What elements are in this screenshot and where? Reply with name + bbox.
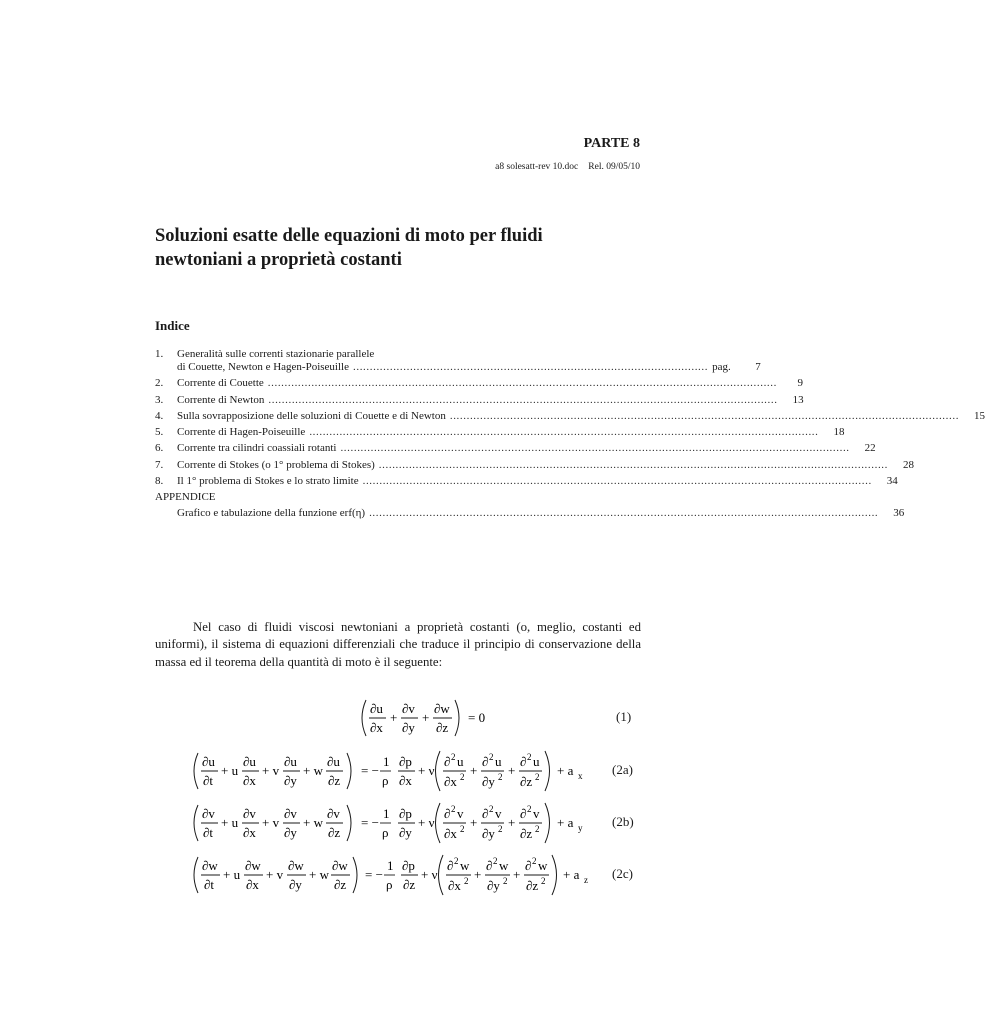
svg-text:+: + bbox=[474, 867, 482, 882]
toc-number: 6. bbox=[155, 442, 164, 455]
toc-entry-1-line1 bbox=[155, 348, 640, 361]
svg-text:2: 2 bbox=[489, 804, 494, 814]
toc-label: Corrente di Newton bbox=[177, 393, 265, 406]
svg-text:∂z: ∂z bbox=[526, 878, 539, 893]
svg-text:∂x: ∂x bbox=[243, 825, 256, 840]
document-title bbox=[155, 224, 655, 272]
svg-text:+: + bbox=[470, 815, 478, 830]
toc-leader: ........................................................................................................................................................ bbox=[340, 442, 850, 455]
toc-entry-3[interactable] bbox=[155, 393, 804, 410]
svg-text:u: u bbox=[457, 754, 464, 769]
svg-text:2: 2 bbox=[454, 856, 459, 866]
toc-page: 15 bbox=[974, 409, 985, 422]
svg-text:+ u: + u bbox=[221, 815, 239, 830]
svg-text:w: w bbox=[538, 858, 548, 873]
svg-text:∂v: ∂v bbox=[402, 701, 415, 716]
svg-text:∂v: ∂v bbox=[243, 806, 256, 821]
toc-leader: ........................................................................................................................................................ bbox=[268, 393, 778, 406]
svg-text:∂x: ∂x bbox=[243, 773, 256, 788]
svg-text:+ v: + v bbox=[262, 815, 280, 830]
svg-text:∂x: ∂x bbox=[444, 774, 457, 789]
toc-page: 22 bbox=[864, 442, 876, 455]
index-heading: Indice bbox=[155, 318, 190, 333]
svg-text:∂z: ∂z bbox=[436, 720, 449, 735]
toc-leader: ........................................................................................................................................................ bbox=[267, 377, 777, 390]
svg-text:∂z: ∂z bbox=[520, 774, 533, 789]
svg-text:2: 2 bbox=[451, 804, 456, 814]
svg-text:1: 1 bbox=[387, 858, 394, 873]
svg-text:2: 2 bbox=[527, 752, 532, 762]
svg-text:+: + bbox=[513, 867, 521, 882]
toc-page: 13 bbox=[792, 393, 804, 406]
svg-text:∂: ∂ bbox=[525, 858, 532, 873]
svg-text:2: 2 bbox=[527, 804, 532, 814]
svg-text:2: 2 bbox=[493, 856, 498, 866]
svg-text:∂x: ∂x bbox=[370, 720, 383, 735]
toc-leader: ........................................................................................................................................................ bbox=[449, 409, 960, 422]
svg-text:∂y: ∂y bbox=[482, 774, 495, 789]
svg-text:z: z bbox=[584, 875, 588, 885]
svg-text:∂y: ∂y bbox=[487, 878, 500, 893]
svg-text:∂w: ∂w bbox=[288, 858, 304, 873]
svg-text:= −: = − bbox=[361, 763, 379, 778]
toc-entry-8[interactable] bbox=[155, 475, 898, 491]
svg-text:w: w bbox=[499, 858, 509, 873]
toc-label: Il 1° problema di Stokes e lo strato limite bbox=[177, 475, 359, 488]
svg-text:+ u: + u bbox=[221, 763, 239, 778]
svg-text:∂x: ∂x bbox=[399, 773, 412, 788]
release-date: Rel. 09/05/10 bbox=[588, 162, 640, 172]
svg-text:+ w: + w bbox=[303, 763, 323, 778]
svg-text:∂t: ∂t bbox=[203, 825, 214, 840]
toc-page: 36 bbox=[893, 507, 905, 520]
toc-pag-label: pag. bbox=[712, 361, 731, 373]
svg-text:∂t: ∂t bbox=[204, 877, 215, 892]
toc-page: 18 bbox=[833, 426, 845, 439]
svg-text:= −: = − bbox=[365, 867, 383, 882]
svg-text:+ a: + a bbox=[563, 867, 580, 882]
equation-2a-formula bbox=[180, 748, 610, 794]
svg-text:+ a: + a bbox=[557, 763, 574, 778]
svg-text:∂y: ∂y bbox=[284, 825, 297, 840]
svg-text:+ v: + v bbox=[266, 867, 284, 882]
toc-appendix-heading bbox=[155, 491, 640, 507]
toc-leader: ........................................................................................................................................................ bbox=[362, 475, 872, 488]
svg-text:+: + bbox=[508, 763, 516, 778]
svg-text:∂: ∂ bbox=[447, 858, 454, 873]
toc-label: di Couette, Newton e Hagen-Poiseuille bbox=[177, 361, 349, 373]
svg-text:∂u: ∂u bbox=[327, 754, 340, 769]
svg-text:+: + bbox=[508, 815, 516, 830]
svg-text:ρ: ρ bbox=[382, 825, 389, 840]
svg-text:2: 2 bbox=[460, 824, 465, 834]
toc-page: 28 bbox=[903, 458, 914, 471]
toc-appendix-entry[interactable] bbox=[155, 507, 905, 523]
toc-label: Generalità sulle correnti stazionarie parallele bbox=[177, 348, 375, 360]
toc-label: Corrente di Stokes (o 1° problema di Stokes) bbox=[177, 458, 375, 471]
equation-2b-formula bbox=[180, 800, 610, 846]
toc-entry-4[interactable] bbox=[155, 409, 985, 426]
svg-text:∂w: ∂w bbox=[202, 858, 218, 873]
svg-text:u: u bbox=[495, 754, 502, 769]
svg-text:+ a: + a bbox=[557, 815, 574, 830]
svg-text:∂: ∂ bbox=[520, 754, 527, 769]
equation-momentum-y bbox=[180, 800, 640, 846]
svg-text:∂z: ∂z bbox=[520, 826, 533, 841]
svg-text:+: + bbox=[470, 763, 478, 778]
svg-text:v: v bbox=[533, 806, 540, 821]
svg-text:∂y: ∂y bbox=[402, 720, 415, 735]
svg-text:∂: ∂ bbox=[482, 754, 489, 769]
toc-label: Corrente tra cilindri coassiali rotanti bbox=[177, 442, 337, 455]
svg-text:1: 1 bbox=[383, 806, 390, 821]
svg-text:∂w: ∂w bbox=[434, 701, 450, 716]
toc-leader: ........................................................................................................................................................ bbox=[378, 458, 888, 471]
svg-text:∂y: ∂y bbox=[482, 826, 495, 841]
toc-number: 3. bbox=[155, 393, 164, 406]
toc-number: 7. bbox=[155, 458, 164, 471]
svg-text:∂: ∂ bbox=[482, 806, 489, 821]
toc-leader: .......................................................................................................... bbox=[353, 361, 709, 373]
svg-text:∂p: ∂p bbox=[402, 858, 415, 873]
toc-entry-2[interactable] bbox=[155, 377, 803, 393]
equation-momentum-x bbox=[180, 748, 640, 794]
svg-text:∂y: ∂y bbox=[289, 877, 302, 892]
svg-text:∂z: ∂z bbox=[403, 877, 416, 892]
svg-text:u: u bbox=[533, 754, 540, 769]
svg-text:+ v: + v bbox=[262, 763, 280, 778]
svg-text:∂z: ∂z bbox=[328, 825, 341, 840]
svg-text:∂: ∂ bbox=[444, 754, 451, 769]
svg-text:+ ν: + ν bbox=[418, 763, 435, 778]
toc-number: 8. bbox=[155, 475, 164, 488]
svg-text:2: 2 bbox=[532, 856, 537, 866]
svg-text:2: 2 bbox=[541, 876, 546, 886]
svg-text:2: 2 bbox=[464, 876, 469, 886]
svg-text:∂: ∂ bbox=[486, 858, 493, 873]
svg-text:y: y bbox=[578, 823, 583, 833]
toc-label: Grafico e tabulazione della funzione erf(η) bbox=[177, 507, 366, 520]
svg-text:∂x: ∂x bbox=[444, 826, 457, 841]
equation-continuity bbox=[180, 696, 640, 740]
toc-label: Corrente di Hagen-Poiseuille bbox=[177, 426, 306, 439]
toc-label: Corrente di Couette bbox=[177, 377, 264, 390]
svg-text:ρ: ρ bbox=[386, 877, 393, 892]
svg-text:∂u: ∂u bbox=[284, 754, 297, 769]
svg-text:= 0: = 0 bbox=[468, 710, 486, 725]
toc-entry-5[interactable] bbox=[155, 426, 845, 442]
file-reference bbox=[495, 162, 640, 172]
toc-entry-7[interactable] bbox=[155, 458, 914, 475]
toc-page: 34 bbox=[886, 475, 898, 488]
svg-text:∂t: ∂t bbox=[203, 773, 214, 788]
equation-number: (2c) bbox=[612, 866, 633, 881]
toc-number: 2. bbox=[155, 377, 164, 390]
equation-number: (2a) bbox=[612, 762, 633, 777]
svg-text:∂z: ∂z bbox=[334, 877, 347, 892]
svg-text:∂u: ∂u bbox=[370, 701, 383, 716]
svg-text:∂u: ∂u bbox=[202, 754, 215, 769]
svg-text:∂v: ∂v bbox=[327, 806, 340, 821]
svg-text:∂p: ∂p bbox=[399, 806, 412, 821]
svg-text:2: 2 bbox=[535, 824, 540, 834]
toc-label: Sulla sovrapposizione delle soluzioni di Couette e di Newton bbox=[177, 409, 446, 422]
svg-text:2: 2 bbox=[498, 824, 503, 834]
svg-text:2: 2 bbox=[451, 752, 456, 762]
svg-text:∂y: ∂y bbox=[284, 773, 297, 788]
svg-text:2: 2 bbox=[503, 876, 508, 886]
svg-text:v: v bbox=[457, 806, 464, 821]
svg-text:2: 2 bbox=[498, 772, 503, 782]
title-line-1: Soluzioni esatte delle equazioni di moto per fluidi bbox=[155, 226, 543, 246]
equation-number: (1) bbox=[616, 709, 632, 724]
svg-text:∂w: ∂w bbox=[245, 858, 261, 873]
equation-momentum-z bbox=[180, 852, 640, 898]
toc-leader: ........................................................................................................................................................ bbox=[369, 507, 879, 520]
svg-text:+ w: + w bbox=[309, 867, 329, 882]
svg-text:∂: ∂ bbox=[444, 806, 451, 821]
toc-leader: ........................................................................................................................................................ bbox=[309, 426, 819, 439]
appendix-heading: APPENDICE bbox=[155, 491, 216, 504]
svg-text:∂x: ∂x bbox=[448, 878, 461, 893]
toc-number: 4. bbox=[155, 409, 164, 422]
svg-text:+ ν: + ν bbox=[418, 815, 435, 830]
toc-entry-6[interactable] bbox=[155, 442, 876, 458]
svg-text:∂u: ∂u bbox=[243, 754, 256, 769]
equation-2c-formula bbox=[180, 852, 610, 898]
svg-text:∂z: ∂z bbox=[328, 773, 341, 788]
svg-text:∂w: ∂w bbox=[332, 858, 348, 873]
equation-1-formula bbox=[180, 696, 640, 740]
table-of-contents bbox=[155, 348, 985, 524]
svg-text:+: + bbox=[422, 710, 430, 725]
svg-text:∂x: ∂x bbox=[246, 877, 259, 892]
toc-page: 7 bbox=[755, 361, 761, 373]
svg-text:+: + bbox=[390, 710, 398, 725]
svg-text:∂p: ∂p bbox=[399, 754, 412, 769]
toc-number: 5. bbox=[155, 426, 164, 439]
file-name: a8 solesatt-rev 10.doc bbox=[495, 162, 579, 172]
svg-text:ρ: ρ bbox=[382, 773, 389, 788]
equation-number: (2b) bbox=[612, 814, 634, 829]
svg-text:2: 2 bbox=[460, 772, 465, 782]
svg-text:= −: = − bbox=[361, 815, 379, 830]
svg-text:w: w bbox=[460, 858, 470, 873]
svg-text:1: 1 bbox=[383, 754, 390, 769]
part-label: PARTE 8 bbox=[583, 136, 640, 151]
title-line-2: newtoniani a proprietà costanti bbox=[155, 250, 402, 270]
toc-page: 9 bbox=[797, 377, 803, 390]
svg-text:2: 2 bbox=[489, 752, 494, 762]
svg-text:2: 2 bbox=[535, 772, 540, 782]
intro-paragraph: Nel caso di fluidi viscosi newtoniani a proprietà costanti (o, meglio, costanti ed uniformi), il sistema di equazioni differenziali che traduce il principio di conservazione della massa ed il teorema della quantità di moto è il seguente: bbox=[155, 619, 641, 669]
svg-text:v: v bbox=[495, 806, 502, 821]
svg-text:∂: ∂ bbox=[520, 806, 527, 821]
toc-entry-1[interactable] bbox=[155, 361, 761, 377]
toc-number: 1. bbox=[155, 348, 164, 360]
svg-text:x: x bbox=[578, 771, 583, 781]
svg-text:+ w: + w bbox=[303, 815, 323, 830]
svg-text:∂v: ∂v bbox=[202, 806, 215, 821]
svg-text:+ ν: + ν bbox=[421, 867, 438, 882]
svg-text:∂v: ∂v bbox=[284, 806, 297, 821]
svg-text:+ u: + u bbox=[223, 867, 241, 882]
svg-text:∂y: ∂y bbox=[399, 825, 412, 840]
